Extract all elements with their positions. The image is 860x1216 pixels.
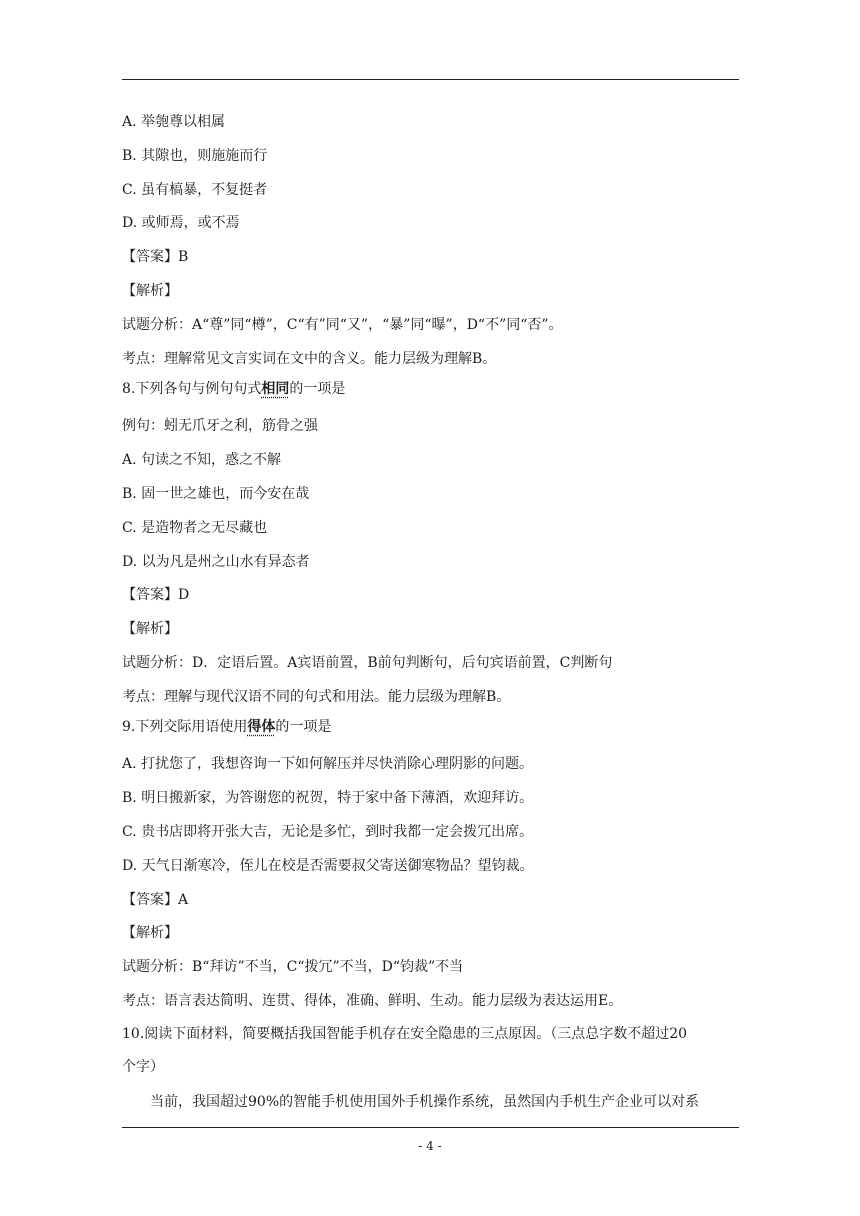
q8-option-d: D. 以为凡是州之山水有异态者 <box>122 554 310 570</box>
q9-option-b: B. 明日搬新家，为答谢您的祝贺，特于家中备下薄酒，欢迎拜访。 <box>122 790 534 806</box>
q8-option-c: C. 是造物者之无尽藏也 <box>122 520 268 536</box>
q10-stem-line1: 10.阅读下面材料，简要概括我国智能手机存在安全隐患的三点原因。（三点总字数不超过20 <box>122 1026 688 1042</box>
q9-analysis: 试题分析：B“拜访”不当，C“拨冗”不当，D“钧裁”不当 <box>122 959 464 975</box>
q8-example: 例句：蚓无爪牙之利，筋骨之强 <box>122 418 318 434</box>
q9-point: 考点：语言表达简明、连贯、得体，准确、鲜明、生动。能力层级为表达运用E。 <box>122 993 623 1009</box>
q9-option-d: D. 天气日渐寒冷，侄儿在校是否需要叔父寄送御寒物品？望钧裁。 <box>122 858 534 874</box>
page-number: - 4 - <box>418 1139 442 1153</box>
q9-option-c: C. 贵书店即将开张大吉，无论是多忙，到时我都一定会拨冗出席。 <box>122 824 534 840</box>
q9-analysis-label: 【解析】 <box>122 925 178 941</box>
q7-answer: 【答案】B <box>122 249 189 265</box>
q8-analysis: 试题分析：D．定语后置。A宾语前置，B前句判断句，后句宾语前置，C判断句 <box>122 655 613 671</box>
q8-stem <box>122 380 345 398</box>
footer-rule <box>122 1127 739 1128</box>
q7-option-d: D. 或师焉，或不焉 <box>122 215 240 231</box>
q7-analysis: 试题分析：A“尊”同“樽”，C“有”同“又”，“暴”同“曝”，D“不”同“否”。 <box>122 317 563 333</box>
q7-point: 考点：理解常见文言实词在文中的含义。能力层级为理解B。 <box>122 351 497 367</box>
q9-answer: 【答案】A <box>122 892 189 908</box>
q9-option-a: A. 打扰您了，我想咨询一下如何解压并尽快消除心理阴影的问题。 <box>122 756 534 772</box>
q8-stem-pre: 8.下列各句与例句句式 <box>122 381 262 397</box>
q7-option-a: A. 举匏尊以相属 <box>122 114 226 130</box>
q9-stem-pre: 9.下列交际用语使用 <box>122 719 248 735</box>
q8-option-b: B. 固一世之雄也，而今安在哉 <box>122 486 310 502</box>
q8-answer: 【答案】D <box>122 587 190 603</box>
q8-stem-emphasis: 相同 <box>261 381 290 397</box>
q8-point: 考点：理解与现代汉语不同的句式和用法。能力层级为理解B。 <box>122 689 511 705</box>
q7-option-b: B. 其隙也，则施施而行 <box>122 148 268 164</box>
q7-option-c: C. 虽有槁暴，不复挺者 <box>122 182 268 198</box>
header-rule <box>122 79 739 80</box>
q8-stem-post: 的一项是 <box>289 381 346 397</box>
q7-analysis-label: 【解析】 <box>122 283 178 299</box>
q8-analysis-label: 【解析】 <box>122 621 178 637</box>
q9-stem-emphasis: 得体 <box>247 719 276 735</box>
q10-passage: 当前，我国超过90%的智能手机使用国外手机操作系统，虽然国内手机生产企业可以对系 <box>150 1094 700 1110</box>
q10-stem-line2: 个字） <box>122 1059 164 1075</box>
q9-stem-post: 的一项是 <box>275 719 332 735</box>
q9-stem <box>122 718 331 736</box>
q8-option-a: A. 句读之不知，惑之不解 <box>122 452 282 468</box>
